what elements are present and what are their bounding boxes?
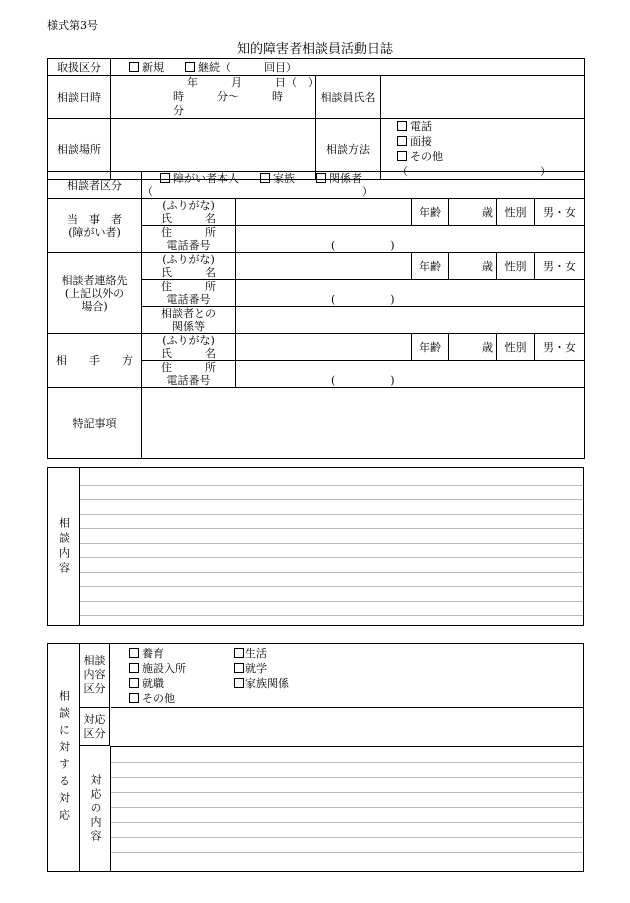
notes-label: 特記事項 bbox=[48, 388, 142, 459]
address-text: 住 所 bbox=[161, 226, 216, 239]
response-detail-label: 対応の内容 bbox=[89, 773, 102, 844]
form-number: 様式第3号 bbox=[47, 19, 98, 32]
name-text: 氏 名 bbox=[161, 266, 216, 279]
opt-family: 家族関係 bbox=[245, 677, 289, 690]
resp-cat-line2: 区分 bbox=[83, 727, 106, 740]
checkbox-meet[interactable] bbox=[397, 135, 410, 148]
sex-label: 性別 bbox=[497, 199, 535, 226]
sex-label: 性別 bbox=[497, 334, 535, 361]
time-line: 時 分〜 時 分 bbox=[173, 90, 316, 117]
datetime-field[interactable] bbox=[111, 76, 319, 119]
opt-other: その他 bbox=[142, 692, 175, 705]
phone-paren: ( ) bbox=[331, 239, 395, 252]
checkbox-self[interactable] bbox=[160, 172, 173, 185]
person-label-line2: (障がい者) bbox=[68, 225, 121, 239]
name-text: 氏 名 bbox=[161, 212, 216, 225]
contact-line2: (上記以外の bbox=[64, 286, 125, 300]
handling-options bbox=[111, 59, 585, 76]
method-meet-label: 面接 bbox=[410, 135, 432, 148]
checkbox-other[interactable] bbox=[129, 692, 142, 705]
notes-field[interactable] bbox=[142, 388, 585, 459]
phone-text: 電話番号 bbox=[166, 293, 211, 306]
checkbox-family-relations[interactable] bbox=[234, 677, 245, 690]
checkbox-phone[interactable] bbox=[397, 120, 410, 133]
partner-furigana-label bbox=[142, 334, 236, 361]
person-address-field[interactable] bbox=[236, 226, 585, 253]
phone-text: 電話番号 bbox=[166, 374, 211, 387]
checkbox-school[interactable] bbox=[234, 662, 245, 675]
checkbox-life[interactable] bbox=[234, 647, 245, 660]
method-other-label: その他（ ） bbox=[397, 150, 551, 178]
relation-line1: 相談者との bbox=[161, 307, 216, 320]
content-label-cell bbox=[48, 468, 80, 625]
response-category-field[interactable] bbox=[111, 708, 583, 747]
contact-line1: 相談者連絡先 bbox=[61, 273, 128, 287]
sex-label: 性別 bbox=[497, 253, 535, 280]
partner-label: 相 手 方 bbox=[48, 334, 142, 388]
category-label: 相談者区分 bbox=[48, 172, 142, 199]
opt-education: 養育 bbox=[142, 647, 164, 660]
age-label: 年齢 bbox=[412, 334, 449, 361]
sex-field[interactable]: 男・女 bbox=[535, 334, 585, 361]
opt-facility: 施設入所 bbox=[142, 662, 186, 675]
partner-address-field[interactable] bbox=[236, 361, 585, 388]
handling-new-label: 新規 bbox=[142, 60, 164, 74]
content-cat-line3: 区分 bbox=[83, 682, 106, 695]
response-category-label bbox=[80, 708, 110, 746]
section-content bbox=[47, 467, 584, 626]
contact-name-field[interactable] bbox=[236, 253, 412, 280]
checkbox-continue[interactable] bbox=[185, 61, 198, 74]
person-label-line1: 当 事 者 bbox=[67, 212, 122, 226]
age-label: 年齢 bbox=[412, 253, 449, 280]
phone-paren: ( ) bbox=[331, 374, 395, 387]
content-write-area[interactable] bbox=[80, 468, 583, 625]
checkbox-family[interactable] bbox=[260, 172, 273, 185]
response-detail-label-cell bbox=[80, 746, 111, 871]
checkbox-facility[interactable] bbox=[129, 662, 142, 675]
partner-address-phone-label bbox=[142, 361, 236, 388]
age-label: 年齢 bbox=[412, 199, 449, 226]
datetime-label: 相談日時 bbox=[48, 76, 111, 119]
contact-address-field[interactable] bbox=[236, 280, 585, 307]
address-phone-label bbox=[142, 226, 236, 253]
name-text: 氏 名 bbox=[161, 347, 216, 360]
content-cat-line2: 内容 bbox=[83, 668, 106, 681]
furigana-name-label bbox=[142, 199, 236, 226]
furigana-text: (ふりがな) bbox=[162, 253, 215, 266]
relation-line2: 関係等 bbox=[172, 320, 205, 333]
counselor-name-field[interactable] bbox=[381, 76, 585, 119]
contact-line3: 場合) bbox=[81, 299, 108, 313]
place-label: 相談場所 bbox=[48, 119, 111, 180]
content-category-label bbox=[80, 644, 110, 708]
cat-self-label: 障がい者本人 bbox=[173, 172, 239, 185]
checkbox-education[interactable] bbox=[129, 647, 142, 660]
opt-school: 就学 bbox=[245, 662, 267, 675]
content-cat-line1: 相談 bbox=[83, 654, 106, 667]
checkbox-other-method[interactable] bbox=[397, 150, 410, 163]
age-field[interactable]: 歳 bbox=[449, 334, 497, 361]
counselor-label: 相談員氏名 bbox=[316, 76, 381, 119]
opt-work: 就職 bbox=[142, 677, 164, 690]
checkbox-new[interactable] bbox=[129, 61, 142, 74]
resp-cat-line1: 対応 bbox=[83, 713, 106, 726]
checkbox-related[interactable] bbox=[316, 172, 329, 185]
date-line: 年 月 日（ ） bbox=[187, 76, 319, 89]
sex-field[interactable]: 男・女 bbox=[535, 199, 585, 226]
age-field[interactable]: 歳 bbox=[449, 253, 497, 280]
relation-field[interactable] bbox=[236, 307, 585, 334]
phone-paren: ( ) bbox=[331, 293, 395, 306]
handling-continue-label: 継続（ 回目） bbox=[198, 60, 297, 74]
page-title: 知的障害者相談員活動日誌 bbox=[236, 42, 393, 57]
contact-label bbox=[48, 253, 142, 334]
address-text: 住 所 bbox=[161, 280, 216, 293]
age-field[interactable]: 歳 bbox=[449, 199, 497, 226]
cat-related-label: 関係者（ ） bbox=[142, 172, 373, 198]
section-basic-info bbox=[47, 58, 585, 180]
person-label bbox=[48, 199, 142, 253]
content-label: 相談内容 bbox=[57, 516, 71, 577]
contact-address-phone-label bbox=[142, 280, 236, 307]
handling-label: 取扱区分 bbox=[48, 59, 111, 76]
contact-furigana-label bbox=[142, 253, 236, 280]
relation-label bbox=[142, 307, 236, 334]
address-text: 住 所 bbox=[161, 361, 216, 374]
cat-family-label: 家族 bbox=[273, 172, 295, 185]
response-label-cell bbox=[48, 644, 80, 871]
content-category-options bbox=[111, 644, 583, 708]
partner-name-field[interactable] bbox=[236, 334, 412, 361]
response-detail-write-area[interactable] bbox=[111, 746, 583, 871]
opt-life: 生活 bbox=[245, 647, 267, 660]
category-options bbox=[142, 172, 585, 199]
person-name-field[interactable] bbox=[236, 199, 412, 226]
method-phone-label: 電話 bbox=[410, 120, 432, 133]
sex-field[interactable]: 男・女 bbox=[535, 253, 585, 280]
furigana-text: (ふりがな) bbox=[162, 199, 215, 212]
method-label: 相談方法 bbox=[316, 119, 381, 180]
section-persons bbox=[47, 171, 585, 459]
response-label: 相談に対する対応 bbox=[57, 689, 71, 826]
furigana-text: (ふりがな) bbox=[162, 334, 215, 347]
checkbox-work[interactable] bbox=[129, 677, 142, 690]
phone-text: 電話番号 bbox=[166, 239, 211, 252]
section-response bbox=[47, 643, 584, 872]
